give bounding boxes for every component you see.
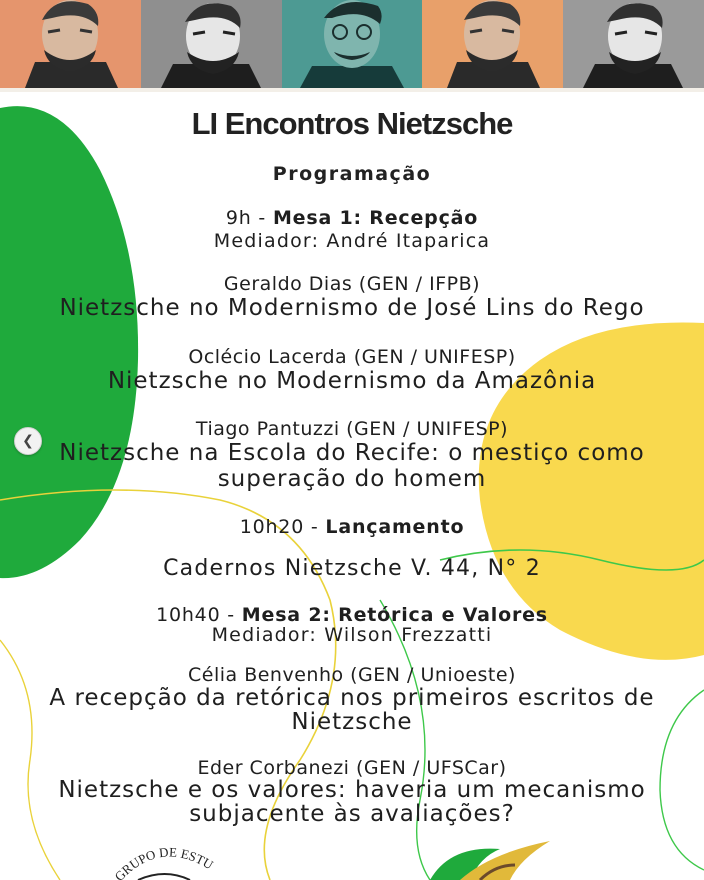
- mesa2-name: Mesa 2: Retórica e Valores: [241, 604, 548, 626]
- mesa2-time: 10h40 -: [156, 604, 242, 626]
- chevron-left-icon: ❮: [22, 433, 34, 449]
- talk-tiago-line2: superação do homem: [217, 466, 487, 492]
- mesa1-mediator: Mediador: André Itaparica: [213, 230, 491, 252]
- speaker-oclecio: Oclécio Lacerda (GEN / UNIFESP): [188, 346, 516, 368]
- talk-oclecio: Nietzsche no Modernismo da Amazônia: [107, 368, 597, 394]
- speaker-tiago: Tiago Pantuzzi (GEN / UNIFESP): [195, 418, 509, 440]
- talk-celia-line1: A recepção da retórica nos primeiros escritos de: [49, 685, 655, 711]
- launch-time: 10h20 -: [239, 516, 326, 538]
- launch-heading: [0, 516, 704, 538]
- carousel-prev-button[interactable]: [14, 427, 42, 455]
- talk-eder-line2: subjacente às avaliações?: [189, 801, 515, 827]
- leaf-logo: [420, 835, 560, 880]
- talk-geraldo: Nietzsche no Modernismo de José Lins do Rego: [59, 295, 645, 321]
- speaker-geraldo: Geraldo Dias (GEN / IFPB): [223, 273, 481, 295]
- gen-logo-text: GRUPO DE ESTU: [111, 844, 216, 880]
- mesa1-heading: [0, 207, 704, 229]
- speaker-eder: Eder Corbanezi (GEN / UFSCar): [197, 757, 507, 779]
- page-title: LI Encontros Nietzsche: [191, 106, 513, 141]
- gen-logo: [110, 840, 220, 880]
- talk-celia-line2: Nietzsche: [291, 709, 413, 735]
- mesa2-heading: [0, 604, 704, 626]
- launch-name: Lançamento: [325, 516, 465, 538]
- launch-item: Cadernos Nietzsche V. 44, N° 2: [163, 556, 541, 581]
- mesa1-time: 9h -: [225, 207, 273, 229]
- mesa1-name: Mesa 1: Recepção: [272, 207, 479, 229]
- mesa2-mediator: Mediador: Wilson Frezzatti: [211, 624, 493, 646]
- talk-tiago-line1: Nietzsche na Escola do Recife: o mestiço como: [59, 440, 645, 466]
- talk-eder-line1: Nietzsche e os valores: haveria um mecanismo: [58, 777, 646, 803]
- speaker-celia: Célia Benvenho (GEN / Unioeste): [188, 664, 516, 686]
- program-heading: Programação: [272, 163, 432, 185]
